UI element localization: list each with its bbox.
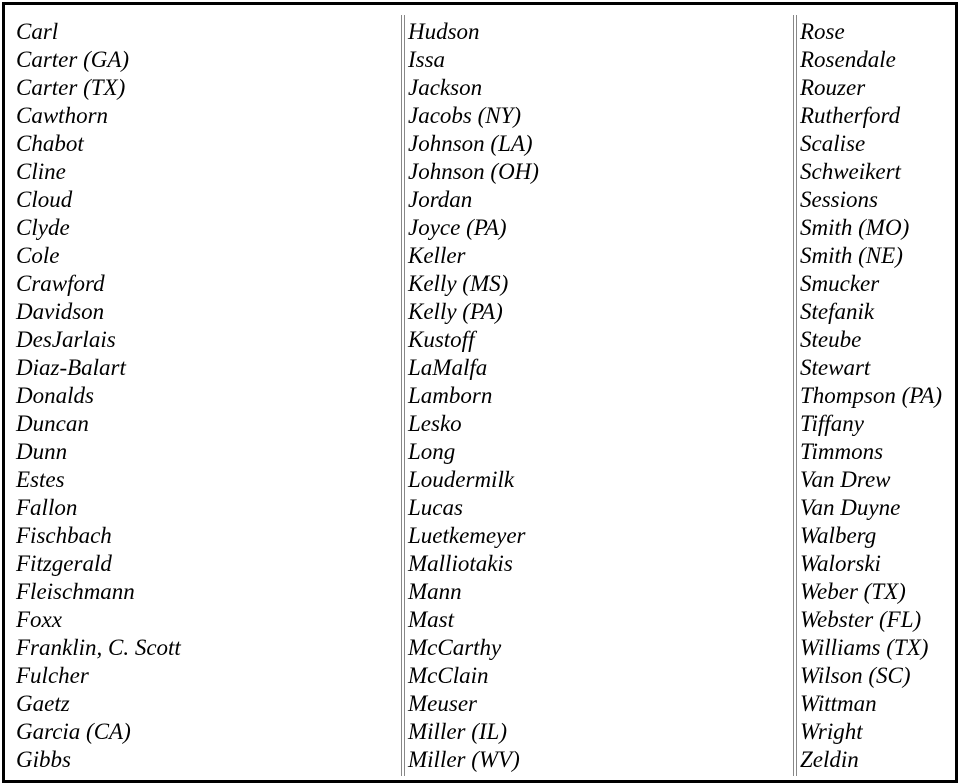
member-name: McClain bbox=[408, 663, 489, 688]
column-divider bbox=[793, 15, 797, 776]
member-name: Donalds bbox=[16, 383, 94, 408]
member-name: Johnson (OH) bbox=[408, 159, 539, 184]
member-name: Joyce (PA) bbox=[408, 215, 507, 240]
member-name: Garcia (CA) bbox=[16, 719, 131, 744]
member-name: Franklin, C. Scott bbox=[16, 635, 181, 660]
member-name: Van Drew bbox=[800, 467, 891, 492]
member-name: Zeldin bbox=[800, 747, 859, 772]
member-name: Fallon bbox=[16, 495, 78, 520]
member-name: Dunn bbox=[16, 439, 68, 464]
member-name: Steube bbox=[800, 327, 862, 352]
member-name: Wittman bbox=[800, 691, 877, 716]
member-name: Johnson (LA) bbox=[408, 131, 533, 156]
member-name: Smucker bbox=[800, 271, 880, 296]
member-name: Hudson bbox=[408, 19, 480, 44]
member-name: Fleischmann bbox=[16, 579, 135, 604]
member-name: Carl bbox=[16, 19, 59, 44]
member-name: Loudermilk bbox=[408, 467, 515, 492]
member-name: Cole bbox=[16, 243, 60, 268]
member-name: Kelly (MS) bbox=[408, 271, 509, 296]
member-name: Williams (TX) bbox=[800, 635, 929, 660]
member-name: Cawthorn bbox=[16, 103, 109, 128]
member-name: Jackson bbox=[408, 75, 483, 100]
name-column-1 bbox=[16, 18, 181, 774]
member-name: Crawford bbox=[16, 271, 105, 296]
member-name: Mann bbox=[408, 579, 462, 604]
member-name: Van Duyne bbox=[800, 495, 901, 520]
member-name: Smith (NE) bbox=[800, 243, 903, 268]
member-name: Duncan bbox=[16, 411, 89, 436]
member-name: Gaetz bbox=[16, 691, 70, 716]
member-name: Meuser bbox=[408, 691, 477, 716]
member-name: Scalise bbox=[800, 131, 866, 156]
member-name: Miller (WV) bbox=[408, 747, 520, 772]
member-name: Lucas bbox=[408, 495, 463, 520]
member-name: Jacobs (NY) bbox=[408, 103, 522, 128]
member-name: Wilson (SC) bbox=[800, 663, 911, 688]
member-name: Mast bbox=[408, 607, 454, 632]
member-name: Tiffany bbox=[800, 411, 864, 436]
member-name: Gibbs bbox=[16, 747, 71, 772]
name-list-table bbox=[2, 2, 958, 783]
member-name: Walorski bbox=[800, 551, 881, 576]
member-name: Malliotakis bbox=[408, 551, 513, 576]
member-name: Chabot bbox=[16, 131, 84, 156]
member-name: Issa bbox=[408, 47, 446, 72]
member-name: Diaz-Balart bbox=[16, 355, 126, 380]
member-name: Luetkemeyer bbox=[408, 523, 526, 548]
member-name: Stewart bbox=[800, 355, 871, 380]
member-name: Estes bbox=[16, 467, 65, 492]
member-name: Cloud bbox=[16, 187, 73, 212]
member-name: Sessions bbox=[800, 187, 878, 212]
member-name: Timmons bbox=[800, 439, 884, 464]
member-name: Fischbach bbox=[16, 523, 112, 548]
member-name: Foxx bbox=[16, 607, 62, 632]
member-name: DesJarlais bbox=[16, 327, 116, 352]
member-name: Wright bbox=[800, 719, 863, 744]
member-name: Thompson (PA) bbox=[800, 383, 943, 408]
member-name: Clyde bbox=[16, 215, 70, 240]
member-name: Schweikert bbox=[800, 159, 901, 184]
member-name: Carter (TX) bbox=[16, 75, 126, 100]
member-name: Lesko bbox=[408, 411, 462, 436]
member-name: LaMalfa bbox=[408, 355, 488, 380]
member-name: Weber (TX) bbox=[800, 579, 906, 604]
member-name: Rosendale bbox=[800, 47, 896, 72]
member-name: Kelly (PA) bbox=[408, 299, 503, 324]
member-name: Keller bbox=[408, 243, 466, 268]
member-name: Rose bbox=[800, 19, 845, 44]
member-name: Rouzer bbox=[800, 75, 866, 100]
member-name: Walberg bbox=[800, 523, 877, 548]
member-name: Carter (GA) bbox=[16, 47, 130, 72]
member-name: Cline bbox=[16, 159, 66, 184]
column-divider bbox=[401, 15, 405, 776]
member-name: Long bbox=[408, 439, 456, 464]
member-name: Stefanik bbox=[800, 299, 875, 324]
member-name: Jordan bbox=[408, 187, 473, 212]
member-name: Smith (MO) bbox=[800, 215, 910, 240]
member-name: Kustoff bbox=[408, 327, 475, 352]
member-name: Fulcher bbox=[16, 663, 89, 688]
name-column-3 bbox=[800, 18, 942, 774]
member-name: Lamborn bbox=[408, 383, 493, 408]
name-column-2 bbox=[408, 18, 539, 774]
member-name: Rutherford bbox=[800, 103, 901, 128]
member-name: McCarthy bbox=[408, 635, 502, 660]
member-name: Fitzgerald bbox=[16, 551, 112, 576]
member-name: Davidson bbox=[16, 299, 105, 324]
member-name: Webster (FL) bbox=[800, 607, 922, 632]
member-name: Miller (IL) bbox=[408, 719, 508, 744]
